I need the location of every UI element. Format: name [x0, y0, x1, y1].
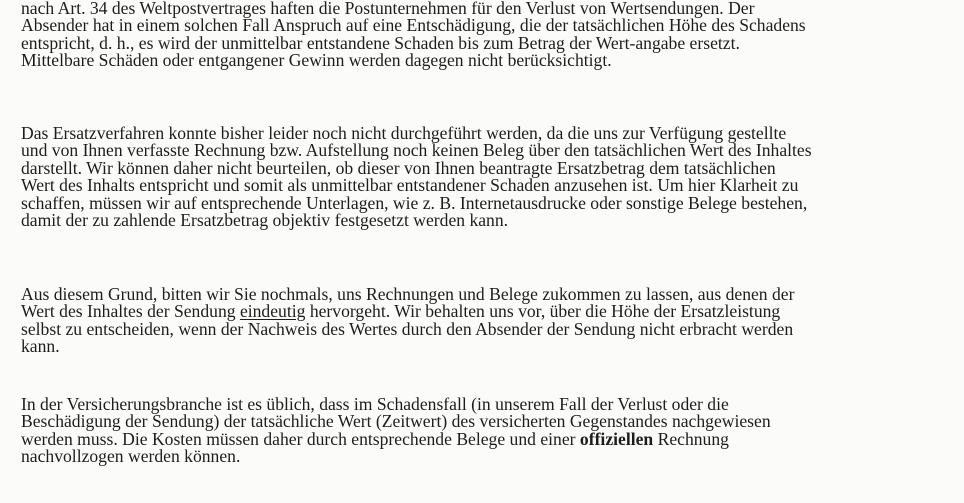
paragraph-line: darstellt. Wir können daher nicht beurteilen, ob dieser von Ihnen beantragte Ersatzbetrag dem tatsächlichen: [21, 157, 776, 178]
paragraph-line: In der Versicherungsbranche ist es üblich, dass im Schadensfall (in unserem Fall der Verlust oder die: [21, 394, 729, 414]
text-before-emphasis: Wert des Inhaltes der Sendung: [21, 301, 240, 322]
paragraph-insurance-practice: [21, 396, 946, 466]
paragraph-line: Das Ersatzverfahren konnte bisher leider noch nicht durchgeführt werden, da die uns zur Verfügung gestellte: [21, 123, 787, 143]
paragraph-document-request: [21, 286, 946, 356]
paragraph-line: Wert des Inhalts entspricht und somit als unmittelbar entstandener Schaden anzusehen ist. Um hier Klarheit zu: [21, 175, 799, 196]
paragraph-line: damit der zu zahlende Ersatzbetrag objektiv festgesetzt werden kann.: [21, 209, 509, 230]
bold-word: offiziellen: [579, 428, 654, 449]
paragraph-postal-liability: [21, 0, 946, 70]
paragraph-line: nachvollzogen werden können.: [21, 446, 241, 467]
text-before-emphasis: werden muss. Die Kosten müssen daher durch entsprechende Belege und einer: [21, 428, 580, 449]
text-after-emphasis: Rechnung: [653, 428, 729, 449]
text-after-emphasis: hervorgeht. Wir behalten uns vor, über die Höhe der Ersatzleistung: [305, 301, 781, 322]
paragraph-line: entspricht, d. h., es wird der unmittelbar entstandene Schaden bis zum Betrag der Wert-angabe ersetzt.: [21, 32, 740, 53]
paragraph-line: und von Ihnen verfasste Rechnung bzw. Aufstellung noch keinen Beleg über den tatsächlichen Wert des Inhaltes: [21, 140, 812, 161]
paragraph-claim-status: [21, 125, 946, 229]
paragraph-line: kann.: [21, 336, 60, 357]
paragraph-line: Aus diesem Grund, bitten wir Sie nochmals, uns Rechnungen und Belege zukommen zu lassen, aus denen der: [21, 284, 795, 304]
paragraph-line: Beschädigung der Sendung) der tatsächliche Wert (Zeitwert) des versicherten Gegenstandes nachgewiesen: [21, 411, 771, 432]
paragraph-line: selbst zu entscheiden, wenn der Nachweis des Wertes durch den Absender der Sendung nicht erbracht werden: [21, 318, 794, 339]
paragraph-line: Absender hat in einem solchen Fall Anspruch auf eine Entschädigung, die der tatsächlichen Höhe des Schadens: [21, 15, 806, 36]
underlined-word: eindeutig: [239, 301, 306, 322]
paragraph-line: schaffen, müssen wir auf entsprechende Unterlagen, wie z. B. Internetausdrucke oder sonstige Belege bestehen,: [21, 192, 808, 213]
paragraph-line: Mittelbare Schäden oder entgangener Gewinn werden dagegen nicht berücksichtigt.: [21, 50, 612, 71]
paragraph-line: nach Art. 34 des Weltpostvertrages haften die Postunternehmen für den Verlust von Wertsendungen. Der: [21, 0, 755, 18]
